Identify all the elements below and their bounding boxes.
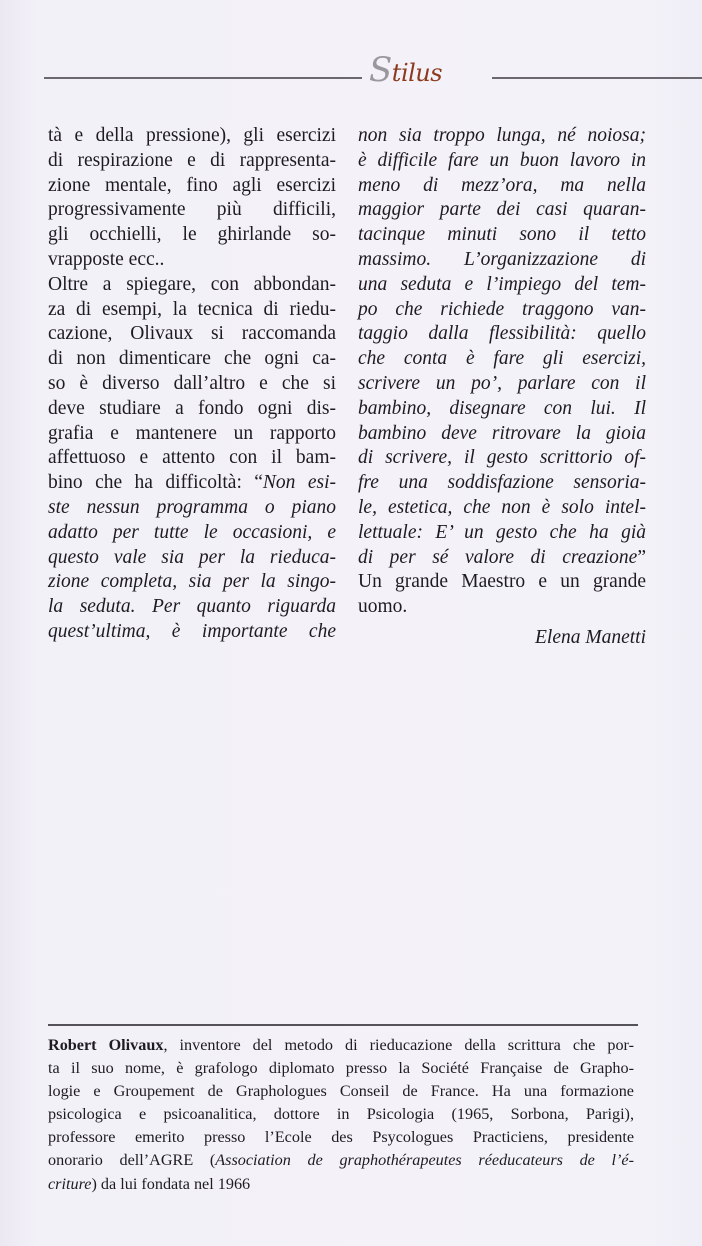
- text-span: vrapposte ecc..: [48, 248, 165, 270]
- footnote-text: [48, 1034, 642, 1196]
- text-span: uomo.: [358, 596, 408, 618]
- footnote-line: [48, 1034, 634, 1057]
- footnote-line: [48, 1126, 634, 1149]
- text-span: bino che ha difficoltà: “: [48, 472, 263, 494]
- text-span: Association de graphothérapeutes réeducateurs de l’é-: [215, 1151, 634, 1170]
- text-span: questo vale sia per la rieduca-: [48, 546, 336, 568]
- magazine-header: [44, 52, 702, 92]
- text-line: [48, 546, 336, 571]
- text-line: [48, 397, 336, 422]
- text-line: [358, 322, 646, 347]
- text-span: è difficile fare un buon lavoro in: [358, 149, 646, 171]
- text-line: [358, 397, 646, 422]
- text-span: Un grande Maestro e un grande: [358, 571, 646, 593]
- text-span: la seduta. Per quanto riguarda: [48, 596, 336, 618]
- footnote-line: [48, 1173, 634, 1196]
- text-line: [48, 422, 336, 447]
- text-span: criture: [48, 1174, 92, 1193]
- text-line: [358, 546, 646, 571]
- footnote-line: [48, 1103, 634, 1126]
- text-span: Oltre a spiegare, con abbondan-: [48, 273, 336, 295]
- header-rule-right: [492, 77, 702, 79]
- footnote-line: [48, 1149, 634, 1172]
- text-span: una seduta e l’impiego del tem-: [358, 273, 646, 295]
- text-line: [48, 620, 336, 645]
- text-span: di non dimenticare che ogni ca-: [48, 348, 336, 370]
- text-span: logie e Groupement de Graphologues Conseil de France. Ha una formazione: [48, 1081, 634, 1100]
- text-line: [358, 174, 646, 199]
- text-span: adatto per tutte le occasioni, e: [48, 521, 336, 543]
- text-span: grafia e mantenere un rapporto: [48, 422, 336, 444]
- text-span: le, estetica, che non è solo intel-: [358, 496, 646, 518]
- text-line: [358, 372, 646, 397]
- text-line: [358, 149, 646, 174]
- text-line: [358, 273, 646, 298]
- text-span: cazione, Olivaux si raccomanda: [48, 323, 336, 345]
- text-line: [48, 595, 336, 620]
- text-line: [358, 521, 646, 546]
- text-span: fre una soddisfazione sensoria-: [358, 472, 646, 494]
- magazine-logo: [369, 52, 442, 91]
- text-span: scrivere un po’, parlare con il: [358, 372, 646, 394]
- text-span: maggior parte dei casi quaran-: [358, 199, 646, 221]
- text-span: zione mentale, fino agli esercizi: [48, 174, 336, 196]
- text-span: progressivamente più difficili,: [48, 199, 336, 221]
- text-line: [48, 570, 336, 595]
- text-span: di respirazione e di rappresenta-: [48, 149, 336, 171]
- footnote-rule: [48, 1024, 638, 1026]
- article-column-right: [358, 124, 646, 651]
- text-line: [358, 595, 646, 620]
- text-span: onorario dell’AGRE (: [48, 1151, 216, 1170]
- footnote-line: [48, 1080, 634, 1103]
- text-span: massimo. L’organizzazione di: [358, 248, 646, 270]
- text-line: [358, 248, 646, 273]
- text-span: ste nessun programma o piano: [48, 496, 336, 518]
- footnote-line: [48, 1057, 634, 1080]
- text-span: taggio dalla flessibilità: quello: [358, 323, 646, 345]
- text-line: [358, 446, 646, 471]
- text-span: psicologica e psicoanalitica, dottore in Psicologia (1965, Sorbona, Parigi),: [48, 1105, 634, 1124]
- text-line: [358, 422, 646, 447]
- text-span: deve studiare a fondo ogni dis-: [48, 397, 336, 419]
- author-signature: Elena Manetti: [534, 626, 646, 648]
- text-line: [48, 273, 336, 298]
- text-line: [48, 322, 336, 347]
- text-span: affettuoso e attento con il bam-: [48, 447, 336, 469]
- text-span: bambino deve ritrovare la gioia: [358, 422, 646, 444]
- header-rule-left: [44, 77, 362, 79]
- text-line: [48, 124, 336, 149]
- text-line: [358, 298, 646, 323]
- text-span: meno di mezz’ora, ma nella: [358, 174, 646, 196]
- text-line: [358, 223, 646, 248]
- text-span: ) da lui fondata nel 1966: [91, 1174, 251, 1193]
- text-line: [48, 446, 336, 471]
- text-span: Non esi-: [262, 472, 336, 494]
- text-span: ”: [637, 546, 646, 568]
- text-line: [358, 496, 646, 521]
- text-span: za di esempi, la tecnica di riedu-: [48, 298, 336, 320]
- text-span: tà e della pressione), gli esercizi: [48, 125, 336, 146]
- text-line: [358, 198, 646, 223]
- text-line: [48, 149, 336, 174]
- text-span: tacinque minuti sono il tetto: [358, 224, 646, 246]
- text-span: bambino, disegnare con lui. Il: [358, 397, 646, 419]
- text-span: non sia troppo lunga, né noiosa;: [358, 125, 646, 146]
- logo-rest: tilus: [391, 59, 443, 87]
- text-span: di scrivere, il gesto scrittorio of-: [358, 447, 646, 469]
- text-span: ta il suo nome, è grafologo diplomato presso la Société Française de Grapho-: [48, 1058, 634, 1077]
- text-line: [48, 471, 336, 496]
- text-line: [358, 471, 646, 496]
- text-line: [358, 570, 646, 595]
- text-line: [48, 248, 336, 273]
- text-line: [48, 198, 336, 223]
- text-line: [48, 521, 336, 546]
- text-line: [48, 347, 336, 372]
- text-line: [48, 174, 336, 199]
- text-span: professore emerito presso l’Ecole des Psycologues Practiciens, presidente: [48, 1128, 634, 1147]
- text-line: [48, 223, 336, 248]
- text-line: [358, 124, 646, 149]
- text-span: po che richiede traggono van-: [358, 298, 646, 320]
- text-span: zione completa, sia per la singo-: [48, 571, 336, 593]
- article-column-left: [48, 124, 336, 645]
- author-name: Robert Olivaux: [48, 1035, 164, 1054]
- text-line: [48, 372, 336, 397]
- text-span: gli occhielli, le ghirlande so-: [48, 224, 336, 246]
- text-span: lettuale: E’ un gesto che ha già: [358, 521, 646, 543]
- text-span: quest’ultima, è importante che: [48, 620, 336, 642]
- logo-initial: S: [369, 50, 392, 90]
- author-bio-footnote: [48, 1024, 642, 1196]
- text-line: [358, 347, 646, 372]
- text-line: [48, 298, 336, 323]
- text-line: [48, 496, 336, 521]
- text-span: di per sé valore di creazione: [358, 546, 638, 568]
- text-span: , inventore del metodo di rieducazione della scrittura che por-: [163, 1035, 634, 1054]
- text-span: che conta è fare gli esercizi,: [358, 348, 646, 370]
- text-span: so è diverso dall’altro e che si: [48, 372, 336, 394]
